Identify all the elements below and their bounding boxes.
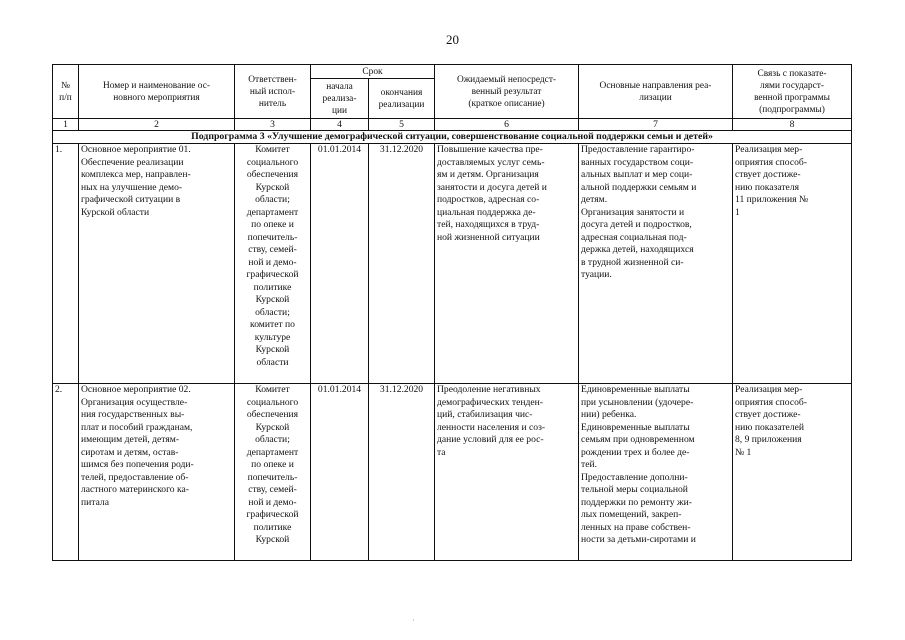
row-start-date: 01.01.2014 — [311, 384, 369, 561]
header-name: Номер и наименование ос- новного мероприятия — [79, 65, 235, 119]
column-number: 1 — [53, 119, 79, 131]
column-number: 3 — [235, 119, 311, 131]
column-number: 7 — [579, 119, 733, 131]
page-number: 20 — [446, 32, 459, 47]
header-num: № п/п — [53, 65, 79, 119]
activities-table — [52, 64, 852, 561]
column-number: 6 — [435, 119, 579, 131]
row-num: 2. — [53, 384, 79, 561]
row-directions: Единовременные выплаты при усыновлении (удочере- нии) ребенка. Единовременные выплаты семьям при одновременном рождении трех и более де- тей. Предоставление дополни- тельной меры социальной поддержки по ремонту жи- лых помещений, закреп- ленных на праве собствен- ности за детьми-сиротами и — [579, 384, 733, 561]
row-end-date: 31.12.2020 — [369, 144, 435, 384]
row-link: Реализация мер- оприятия способ- ствует достиже- нию показателя 11 приложения № 1 — [733, 144, 852, 384]
header-term: Срок — [311, 65, 435, 79]
row-responsible: Комитет социального обеспечения Курской области; департамент по опеке и попечитель- ству, семей- ной и демо- графической политике Курской области; комитет по культуре Курской области — [235, 144, 311, 384]
row-responsible: Комитет социального обеспечения Курской области; департамент по опеке и попечитель- ству, семей- ной и демо- графической политике Курской — [235, 384, 311, 561]
column-number: 2 — [79, 119, 235, 131]
column-number: 4 — [311, 119, 369, 131]
column-number: 8 — [733, 119, 852, 131]
row-link: Реализация мер- оприятия способ- ствует достиже- нию показателей 8, 9 приложения № 1 — [733, 384, 852, 561]
header-responsible: Ответствен- ный испол- нитель — [235, 65, 311, 119]
row-name: Основное мероприятие 02. Организация осуществле- ния государственных вы- плат и пособий гражданам, имеющим детей, детям- сиротам и детям, остав- шимся без попечения роди- телей, предоставление об- ластного материнского ка- питала — [79, 384, 235, 561]
header-result: Ожидаемый непосредст- венный результат (краткое описание) — [435, 65, 579, 119]
row-result: Повышение качества пре- доставляемых услуг семь- ям и детям. Организация занятости и досуга детей и подростков, адресная со- циальная поддержка де- тей, находящихся в труд- ной жизненной ситуации — [435, 144, 579, 384]
header-directions: Основные направления реа- лизации — [579, 65, 733, 119]
column-number: 5 — [369, 119, 435, 131]
row-name: Основное мероприятие 01. Обеспечение реализации комплекса мер, направлен- ных на улучшение демо- графической ситуации в Курской области — [79, 144, 235, 384]
row-result: Преодоление негативных демографических тенден- ций, стабилизация чис- ленности населения и соз- дание условий для ее рос- та — [435, 384, 579, 561]
header-end: окончания реализации — [369, 79, 435, 119]
row-start-date: 01.01.2014 — [311, 144, 369, 384]
subprogram-title: Подпрограмма 3 «Улучшение демографической ситуации, совершенствование социальной поддержки семьи и детей» — [53, 131, 852, 144]
row-directions: Предоставление гарантиро- ванных государством соци- альных выплат и мер соци- альной поддержки семьям и детям. Организация занятости и досуга детей и подростков, адресная социальная под- держка детей, находящихся в трудной жизненной си- туации. — [579, 144, 733, 384]
scan-artifact-dot: · — [412, 616, 415, 625]
table-row — [53, 144, 852, 384]
table-row — [53, 384, 852, 561]
header-link: Связь с показате- лями государст- венной программы (подпрограммы) — [733, 65, 852, 119]
header-start: начала реализа- ции — [311, 79, 369, 119]
row-num: 1. — [53, 144, 79, 384]
row-end-date: 31.12.2020 — [369, 384, 435, 561]
